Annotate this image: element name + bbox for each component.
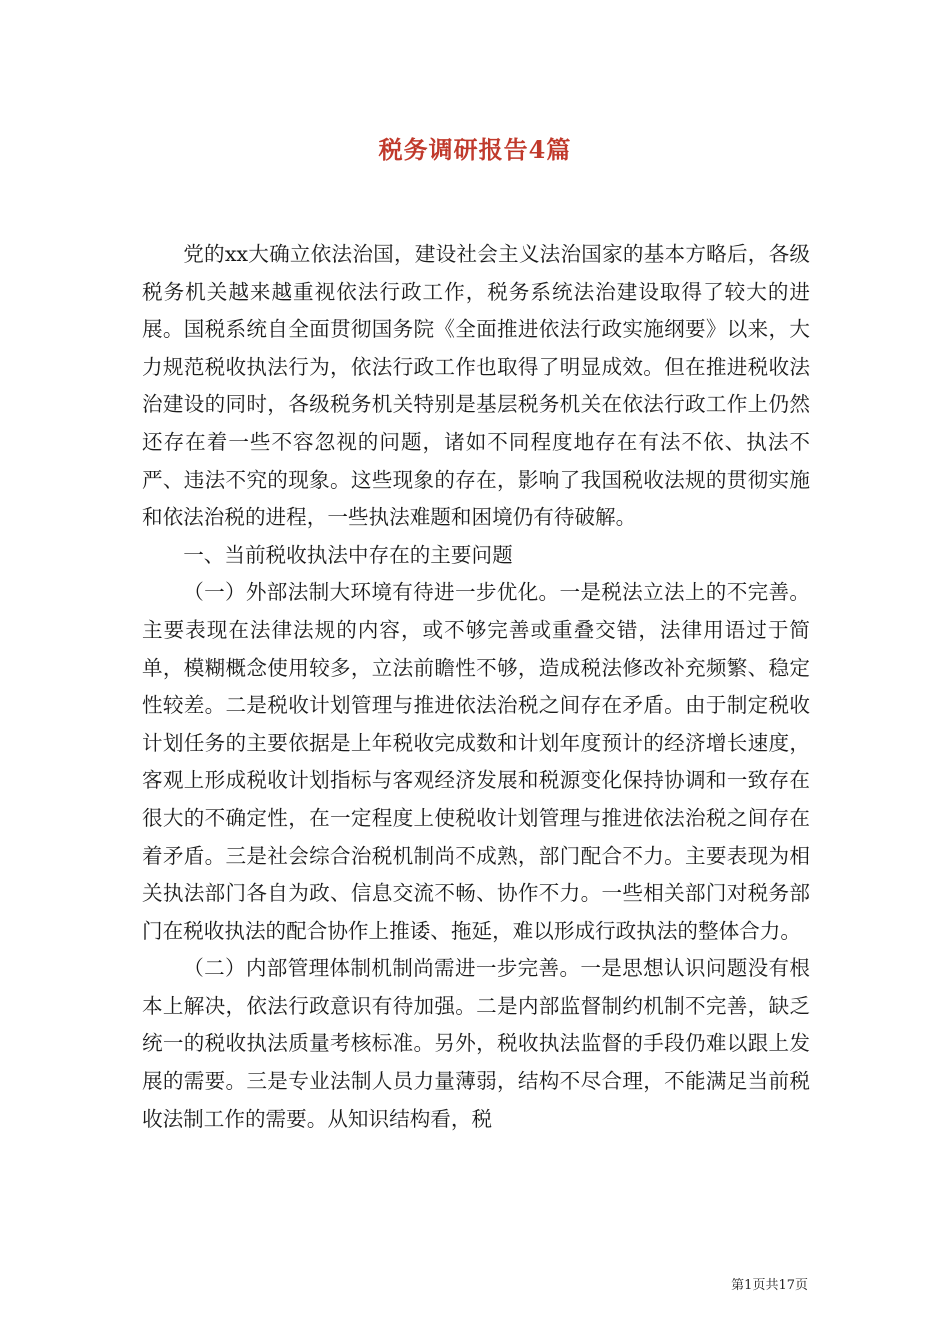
document-title: 税务调研报告4篇 [378, 135, 572, 164]
document-body [142, 236, 810, 1138]
paragraph-intro: 党的xx大确立依法治国，建设社会主义法治国家的基本方略后，各级税务机关越来越重视依法行政工作，税务系统法治建设取得了较大的进展。国税系统自全面贯彻国务院《全面推进依法行政实施纲要》以来，大力规范税收执法行为，依法行政工作也取得了明显成效。但在推进税收法治建设的同时，各级税务机关特别是基层税务机关在依法行政工作上仍然还存在着一些不容忽视的问题，诸如不同程度地存在有法不依、执法不严、违法不究的现象。这些现象的存在，影响了我国税收法规的贯彻实施和依法治税的进程，一些执法难题和困境仍有待破解。 [142, 242, 810, 530]
page-number: 第1页共17页 [731, 1278, 808, 1293]
section-heading: 一、当前税收执法中存在的主要问题 [183, 542, 513, 567]
paragraph-internal-management: （二）内部管理体制机制尚需进一步完善。一是思想认识问题没有根本上解决，依法行政意识有待加强。二是内部监督制约机制不完善，缺乏统一的税收执法质量考核标准。另外，税收执法监督的手段仍难以跟上发展的需要。三是专业法制人员力量薄弱，结构不尽合理，不能满足当前税收法制工作的需要。从知识结构看，税 [142, 956, 810, 1131]
paragraph-external-environment: （一）外部法制大环境有待进一步优化。一是税法立法上的不完善。主要表现在法律法规的内容，或不够完善或重叠交错，法律用语过于简单，模糊概念使用较多，立法前瞻性不够，造成税法修改补充频繁、稳定性较差。二是税收计划管理与推进依法治税之间存在矛盾。由于制定税收计划任务的主要依据是上年税收完成数和计划年度预计的经济增长速度，客观上形成税收计划指标与客观经济发展和税源变化保持协调和一致存在很大的不确定性，在一定程度上使税收计划管理与推进依法治税之间存在着矛盾。三是社会综合治税机制尚不成熟，部门配合不力。主要表现为相关执法部门各自为政、信息交流不畅、协作不力。一些相关部门对税务部门在税收执法的配合协作上推诿、拖延，难以形成行政执法的整体合力。 [142, 580, 810, 943]
